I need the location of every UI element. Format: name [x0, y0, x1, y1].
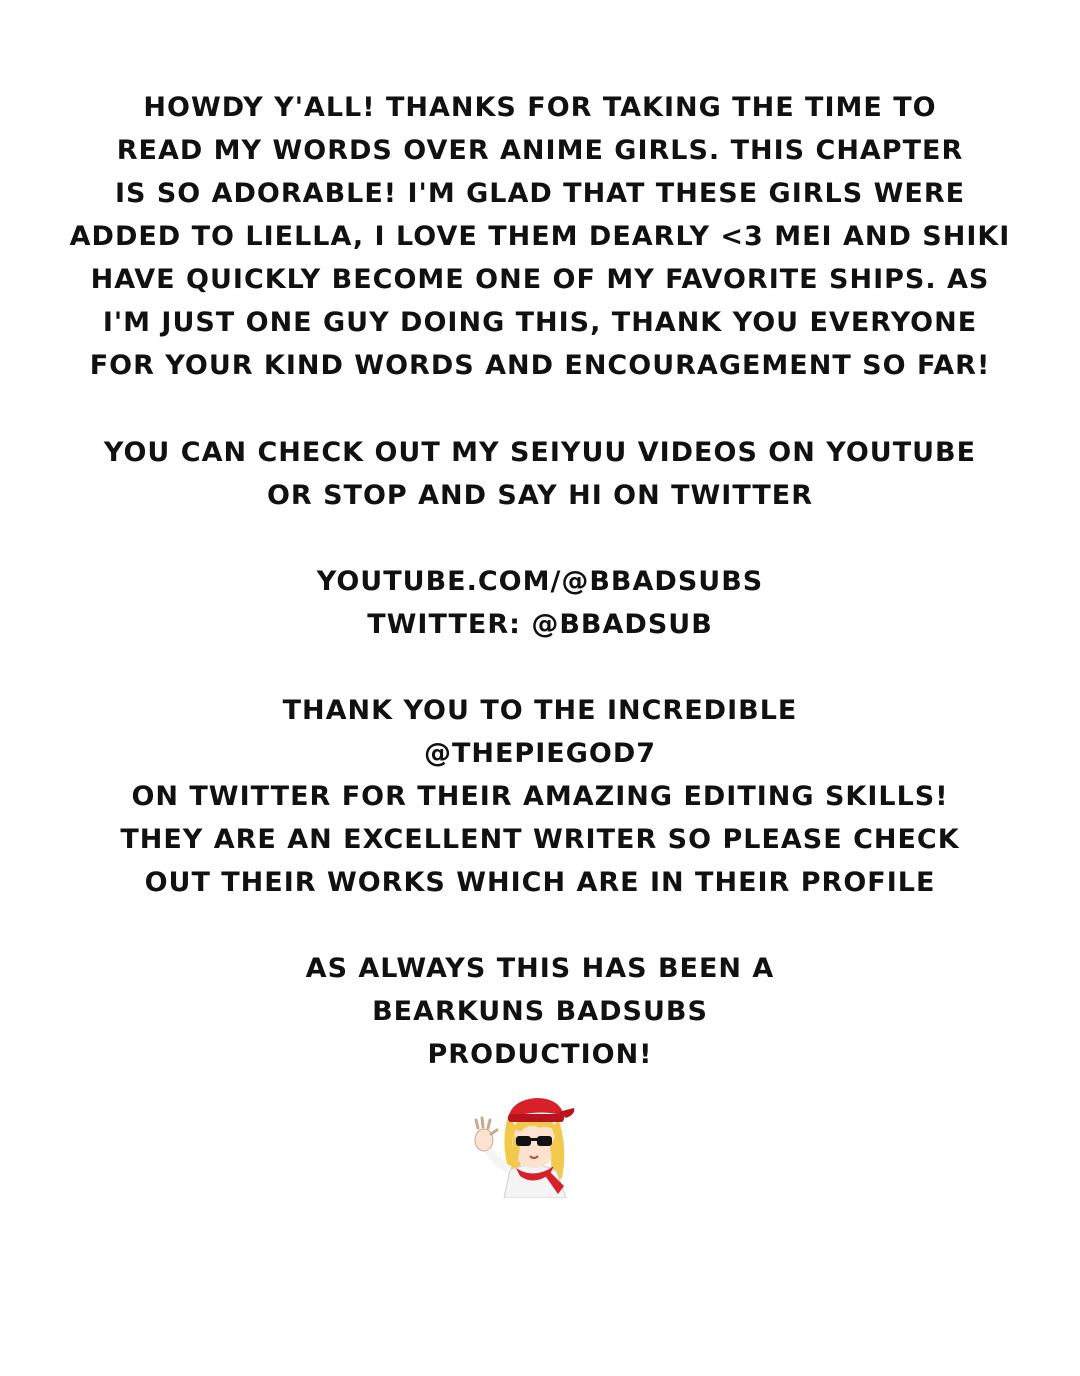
videos-line: OR STOP AND SAY HI ON TWITTER — [266, 480, 814, 511]
thanks-line: ON TWITTER FOR THEIR AMAZING EDITING SKILLS! — [131, 781, 949, 812]
thanks-paragraph — [0, 689, 1080, 904]
intro-line: HOWDY Y'ALL! THANKS FOR TAKING THE TIME TO — [143, 92, 937, 123]
thanks-line: THANK YOU TO THE INCREDIBLE — [282, 695, 798, 726]
videos-line: YOU CAN CHECK OUT MY SEIYUU VIDEOS ON YOUTUBE — [103, 437, 977, 468]
intro-line: HAVE QUICKLY BECOME ONE OF MY FAVORITE SHIPS. AS — [90, 264, 990, 295]
intro-line: I'M JUST ONE GUY DOING THIS, THANK YOU EVERYONE — [102, 307, 978, 338]
videos-paragraph — [0, 431, 1080, 517]
intro-line: FOR YOUR KIND WORDS AND ENCOURAGEMENT SO FAR! — [89, 350, 991, 381]
closing-line: PRODUCTION! — [427, 1039, 653, 1070]
intro-paragraph — [0, 86, 1080, 387]
social-links — [0, 560, 1080, 646]
intro-line: READ MY WORDS OVER ANIME GIRLS. THIS CHAPTER — [116, 135, 964, 166]
intro-line: ADDED TO LIELLA, I LOVE THEM DEARLY <3 MEI AND SHIKI — [69, 221, 1011, 252]
closing-line: AS ALWAYS THIS HAS BEEN A — [305, 953, 775, 984]
intro-line: IS SO ADORABLE! I'M GLAD THAT THESE GIRLS WERE — [114, 178, 966, 209]
twitter-handle: TWITTER: @BBADSUB — [367, 609, 713, 640]
closing-line: BEARKUNS BADSUBS — [372, 996, 708, 1027]
thanks-line: OUT THEIR WORKS WHICH ARE IN THEIR PROFILE — [144, 867, 936, 898]
closing-paragraph — [0, 947, 1080, 1076]
editor-handle: @THEPIEGOD7 — [423, 738, 657, 769]
mascot-icon — [470, 1094, 580, 1198]
thanks-line: THEY ARE AN EXCELLENT WRITER SO PLEASE CHECK — [120, 824, 960, 855]
youtube-link: YOUTUBE.COM/@BBADSUBS — [316, 566, 764, 597]
